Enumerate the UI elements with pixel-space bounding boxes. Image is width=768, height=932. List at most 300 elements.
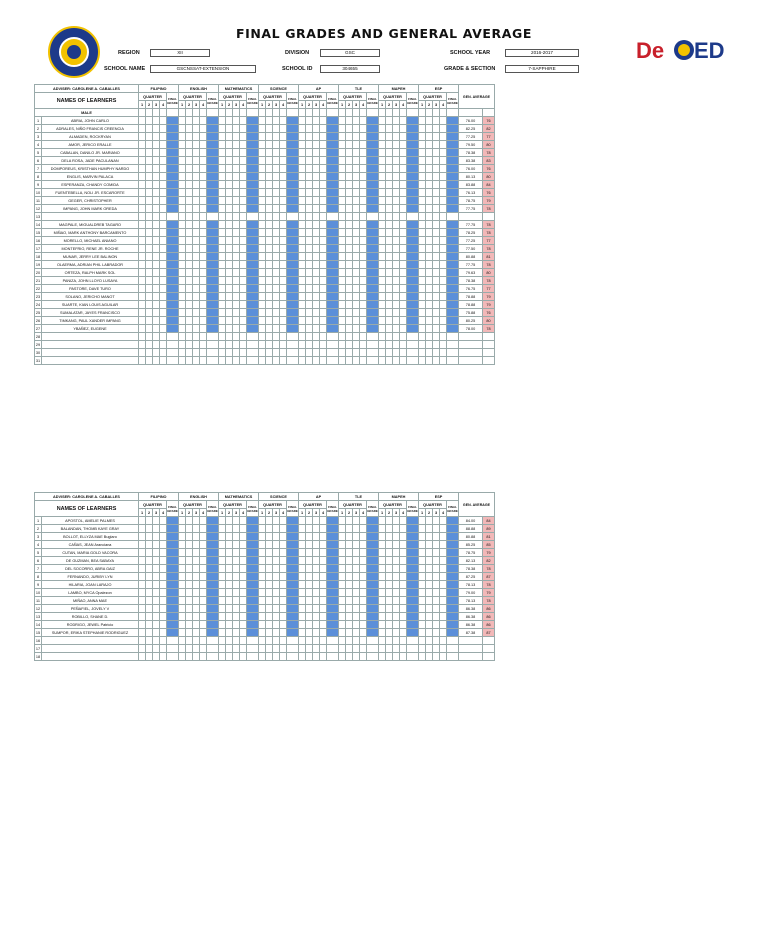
quarter-grade-cell — [200, 253, 207, 261]
quarter-grade-cell — [393, 357, 400, 365]
final-grade-cell — [207, 205, 219, 213]
quarter-grade-cell — [426, 149, 433, 157]
final-grade-cell — [407, 653, 419, 661]
final-grade-cell — [367, 277, 379, 285]
quarter-grade-cell — [139, 165, 146, 173]
quarter-grade-cell — [393, 205, 400, 213]
quarter-grade-cell — [299, 629, 306, 637]
learner-name: DELA ROSA, JADE PACULANAN — [42, 157, 139, 165]
final-grade-cell — [287, 237, 299, 245]
final-grade-cell — [287, 637, 299, 645]
final-grade-cell — [287, 173, 299, 181]
rounded-average-value: 86 — [483, 621, 495, 629]
quarter-grade-cell — [266, 205, 273, 213]
quarter-grade-cell — [266, 653, 273, 661]
quarter-grade-cell — [219, 213, 226, 221]
quarter-grade-cell — [400, 573, 407, 581]
quarter-grade-cell — [419, 621, 426, 629]
quarter-grade-cell — [219, 157, 226, 165]
general-average-value: 82.13 — [459, 557, 483, 565]
quarter-grade-cell — [339, 125, 346, 133]
quarter-number: 1 — [339, 509, 346, 517]
quarter-grade-cell — [153, 141, 160, 149]
quarter-grade-cell — [266, 165, 273, 173]
quarter-grade-cell — [299, 565, 306, 573]
final-grade-cell — [287, 341, 299, 349]
quarter-grade-cell — [433, 245, 440, 253]
quarter-grade-cell — [306, 197, 313, 205]
quarter-grade-cell — [360, 541, 367, 549]
quarter-grade-cell — [179, 197, 186, 205]
grades-table-female — [34, 492, 495, 661]
quarter-number: 3 — [193, 509, 200, 517]
quarter-grade-cell — [273, 317, 280, 325]
quarter-grade-cell — [226, 245, 233, 253]
quarter-grade-cell — [379, 613, 386, 621]
quarter-number: 1 — [219, 101, 226, 109]
final-grade-cell — [327, 277, 339, 285]
quarter-grade-cell — [186, 341, 193, 349]
quarter-grade-cell — [193, 245, 200, 253]
quarter-grade-cell — [426, 141, 433, 149]
quarter-grade-cell — [306, 173, 313, 181]
quarter-grade-cell — [200, 165, 207, 173]
empty-cell — [219, 109, 226, 117]
quarter-grade-cell — [226, 117, 233, 125]
quarter-grade-cell — [386, 357, 393, 365]
quarter-grade-cell — [320, 349, 327, 357]
quarter-grade-cell — [339, 229, 346, 237]
learner-name: MAGPALE, MIGUALDREB TAGARO — [42, 221, 139, 229]
quarter-grade-cell — [379, 261, 386, 269]
final-grade-cell — [287, 589, 299, 597]
quarter-grade-cell — [259, 261, 266, 269]
names-of-learners-header: NAMES OF LEARNERS — [35, 501, 139, 517]
quarter-grade-cell — [139, 621, 146, 629]
final-grade-cell — [247, 589, 259, 597]
rounded-average-value — [483, 213, 495, 221]
final-grade-cell — [247, 349, 259, 357]
quarter-grade-cell — [393, 261, 400, 269]
learner-name: IMPANG, JOHN MARK OREDA — [42, 205, 139, 213]
final-grade-cell — [247, 533, 259, 541]
quarter-grade-cell — [179, 621, 186, 629]
learner-name: ESPERANZA, CHANDY COMIDA — [42, 181, 139, 189]
rounded-average-value: 87 — [483, 573, 495, 581]
quarter-grade-cell — [179, 317, 186, 325]
final-grade-cell — [287, 277, 299, 285]
quarter-grade-cell — [179, 253, 186, 261]
quarter-grade-cell — [233, 357, 240, 365]
quarter-grade-cell — [200, 541, 207, 549]
quarter-grade-cell — [299, 293, 306, 301]
final-grade-cell — [287, 653, 299, 661]
quarter-header: QUARTER — [299, 93, 327, 101]
final-grade-cell — [407, 221, 419, 229]
quarter-grade-cell — [200, 525, 207, 533]
table-row — [35, 309, 495, 317]
quarter-grade-cell — [339, 269, 346, 277]
quarter-grade-cell — [379, 293, 386, 301]
final-grade-cell — [167, 565, 179, 573]
final-grade-cell — [167, 573, 179, 581]
quarter-grade-cell — [299, 349, 306, 357]
quarter-grade-cell — [360, 173, 367, 181]
quarter-grade-cell — [419, 197, 426, 205]
row-number: 27 — [35, 326, 41, 331]
final-grade-cell — [167, 653, 179, 661]
quarter-grade-cell — [299, 325, 306, 333]
quarter-grade-cell — [299, 125, 306, 133]
quarter-grade-cell — [353, 269, 360, 277]
quarter-grade-cell — [259, 653, 266, 661]
final-grade-cell — [327, 269, 339, 277]
general-average-value: 77.50 — [459, 245, 483, 253]
quarter-grade-cell — [193, 261, 200, 269]
quarter-grade-cell — [379, 269, 386, 277]
quarter-grade-cell — [306, 357, 313, 365]
row-number: 23 — [35, 294, 41, 299]
quarter-grade-cell — [233, 117, 240, 125]
general-average-value: 83.38 — [459, 157, 483, 165]
general-average-value: 78.88 — [459, 301, 483, 309]
quarter-grade-cell — [400, 589, 407, 597]
quarter-grade-cell — [226, 517, 233, 525]
table-row — [35, 533, 495, 541]
quarter-grade-cell — [139, 333, 146, 341]
quarter-grade-cell — [186, 149, 193, 157]
row-number: 19 — [35, 262, 41, 267]
quarter-grade-cell — [219, 309, 226, 317]
quarter-grade-cell — [153, 157, 160, 165]
quarter-grade-cell — [320, 205, 327, 213]
quarter-grade-cell — [299, 157, 306, 165]
quarter-grade-cell — [160, 317, 167, 325]
quarter-grade-cell — [233, 261, 240, 269]
quarter-grade-cell — [353, 197, 360, 205]
quarter-grade-cell — [193, 197, 200, 205]
quarter-number: 3 — [393, 509, 400, 517]
quarter-grade-cell — [360, 205, 367, 213]
quarter-grade-cell — [273, 117, 280, 125]
final-grade-cell — [447, 349, 459, 357]
learner-name — [42, 349, 139, 357]
final-grade-cell — [167, 149, 179, 157]
final-grade-header: FINAL GRADE — [247, 93, 259, 109]
quarter-grade-cell — [346, 261, 353, 269]
quarter-grade-cell — [280, 301, 287, 309]
final-grade-cell — [207, 525, 219, 533]
quarter-grade-cell — [306, 269, 313, 277]
final-grade-cell — [367, 165, 379, 173]
quarter-grade-cell — [266, 245, 273, 253]
quarter-grade-cell — [200, 589, 207, 597]
quarter-grade-cell — [306, 149, 313, 157]
quarter-grade-cell — [160, 189, 167, 197]
final-grade-cell — [287, 533, 299, 541]
quarter-grade-cell — [400, 237, 407, 245]
quarter-grade-cell — [200, 117, 207, 125]
quarter-grade-cell — [353, 333, 360, 341]
learner-name: MUNAR, JERRY LEE BALINON — [42, 253, 139, 261]
quarter-grade-cell — [186, 285, 193, 293]
quarter-grade-cell — [353, 589, 360, 597]
quarter-grade-cell — [266, 349, 273, 357]
final-grade-cell — [287, 613, 299, 621]
quarter-grade-cell — [313, 149, 320, 157]
quarter-grade-cell — [226, 645, 233, 653]
final-grade-header: FINAL GRADE — [407, 501, 419, 517]
quarter-grade-cell — [393, 653, 400, 661]
final-grade-cell — [367, 589, 379, 597]
quarter-grade-cell — [146, 653, 153, 661]
quarter-grade-cell — [400, 533, 407, 541]
quarter-grade-cell — [419, 245, 426, 253]
final-grade-cell — [207, 133, 219, 141]
quarter-grade-cell — [440, 541, 447, 549]
quarter-grade-cell — [280, 173, 287, 181]
final-grade-cell — [207, 341, 219, 349]
quarter-grade-cell — [139, 149, 146, 157]
quarter-grade-cell — [419, 549, 426, 557]
quarter-grade-cell — [193, 541, 200, 549]
quarter-grade-cell — [273, 605, 280, 613]
quarter-grade-cell — [379, 229, 386, 237]
quarter-grade-cell — [433, 293, 440, 301]
quarter-grade-cell — [419, 597, 426, 605]
rounded-average-value: 76 — [483, 117, 495, 125]
table-row — [35, 589, 495, 597]
quarter-grade-cell — [179, 589, 186, 597]
quarter-grade-cell — [379, 285, 386, 293]
quarter-grade-cell — [339, 317, 346, 325]
row-number: 26 — [35, 318, 41, 323]
quarter-grade-cell — [266, 229, 273, 237]
quarter-grade-cell — [193, 549, 200, 557]
quarter-grade-cell — [306, 221, 313, 229]
final-grade-cell — [167, 605, 179, 613]
quarter-grade-cell — [233, 549, 240, 557]
quarter-grade-cell — [280, 549, 287, 557]
final-grade-cell — [447, 333, 459, 341]
table-row — [35, 605, 495, 613]
final-grade-cell — [407, 165, 419, 173]
table-row — [35, 565, 495, 573]
quarter-grade-cell — [146, 517, 153, 525]
quarter-grade-cell — [240, 157, 247, 165]
quarter-grade-cell — [360, 557, 367, 565]
quarter-grade-cell — [386, 189, 393, 197]
quarter-number: 3 — [153, 101, 160, 109]
quarter-grade-cell — [419, 341, 426, 349]
quarter-grade-cell — [379, 181, 386, 189]
quarter-grade-cell — [360, 301, 367, 309]
quarter-grade-cell — [186, 357, 193, 365]
quarter-grade-cell — [240, 149, 247, 157]
quarter-header: QUARTER — [179, 93, 207, 101]
quarter-grade-cell — [200, 125, 207, 133]
final-grade-cell — [327, 205, 339, 213]
quarter-grade-cell — [160, 557, 167, 565]
quarter-grade-cell — [360, 333, 367, 341]
quarter-grade-cell — [139, 349, 146, 357]
quarter-grade-cell — [226, 629, 233, 637]
quarter-grade-cell — [339, 613, 346, 621]
quarter-grade-cell — [440, 653, 447, 661]
final-grade-cell — [327, 229, 339, 237]
quarter-grade-cell — [320, 341, 327, 349]
rounded-average-value: 79 — [483, 197, 495, 205]
quarter-grade-cell — [146, 341, 153, 349]
final-grade-cell — [327, 133, 339, 141]
quarter-grade-cell — [400, 621, 407, 629]
quarter-grade-cell — [139, 293, 146, 301]
final-grade-cell — [287, 125, 299, 133]
quarter-grade-cell — [360, 117, 367, 125]
table-row — [35, 341, 495, 349]
final-grade-cell — [407, 629, 419, 637]
final-grade-header: FINAL GRADE — [407, 93, 419, 109]
quarter-grade-cell — [233, 157, 240, 165]
quarter-number: 2 — [386, 509, 393, 517]
quarter-grade-cell — [426, 629, 433, 637]
final-grade-cell — [447, 221, 459, 229]
quarter-grade-cell — [273, 277, 280, 285]
quarter-grade-cell — [379, 637, 386, 645]
quarter-grade-cell — [400, 565, 407, 573]
final-grade-cell — [167, 141, 179, 149]
learner-name: DE GUZMAN, BEA SABAYA — [42, 557, 139, 565]
quarter-header: QUARTER — [179, 501, 207, 509]
quarter-number: 3 — [193, 101, 200, 109]
final-grade-cell — [247, 637, 259, 645]
row-number: 13 — [35, 214, 41, 219]
quarter-grade-cell — [139, 645, 146, 653]
final-grade-cell — [367, 621, 379, 629]
quarter-grade-cell — [433, 117, 440, 125]
quarter-number: 2 — [146, 509, 153, 517]
quarter-grade-cell — [313, 317, 320, 325]
final-grade-cell — [447, 165, 459, 173]
learner-name — [42, 333, 139, 341]
quarter-grade-cell — [200, 597, 207, 605]
quarter-grade-cell — [440, 613, 447, 621]
quarter-grade-cell — [393, 557, 400, 565]
quarter-grade-cell — [299, 285, 306, 293]
quarter-grade-cell — [233, 221, 240, 229]
quarter-grade-cell — [320, 285, 327, 293]
quarter-grade-cell — [320, 269, 327, 277]
quarter-grade-cell — [186, 517, 193, 525]
quarter-grade-cell — [240, 597, 247, 605]
final-grade-cell — [407, 541, 419, 549]
quarter-grade-cell — [139, 269, 146, 277]
quarter-grade-cell — [273, 237, 280, 245]
quarter-grade-cell — [346, 189, 353, 197]
quarter-grade-cell — [400, 645, 407, 653]
quarter-grade-cell — [426, 117, 433, 125]
quarter-grade-cell — [146, 317, 153, 325]
quarter-grade-cell — [306, 621, 313, 629]
quarter-grade-cell — [226, 181, 233, 189]
quarter-grade-cell — [306, 117, 313, 125]
final-grade-cell — [287, 293, 299, 301]
quarter-grade-cell — [426, 245, 433, 253]
quarter-grade-cell — [400, 149, 407, 157]
quarter-grade-cell — [346, 581, 353, 589]
final-grade-cell — [207, 533, 219, 541]
final-grade-cell — [407, 565, 419, 573]
quarter-grade-cell — [379, 221, 386, 229]
final-grade-cell — [167, 589, 179, 597]
quarter-grade-cell — [339, 237, 346, 245]
final-grade-cell — [167, 125, 179, 133]
quarter-grade-cell — [226, 613, 233, 621]
quarter-grade-cell — [346, 621, 353, 629]
general-average-value: 78.13 — [459, 597, 483, 605]
quarter-grade-cell — [139, 637, 146, 645]
quarter-grade-cell — [200, 133, 207, 141]
quarter-grade-cell — [433, 565, 440, 573]
final-grade-cell — [167, 549, 179, 557]
table-row — [35, 261, 495, 269]
rounded-average-value: 79 — [483, 301, 495, 309]
quarter-grade-cell — [146, 245, 153, 253]
quarter-grade-cell — [233, 197, 240, 205]
quarter-grade-cell — [306, 613, 313, 621]
quarter-grade-cell — [393, 301, 400, 309]
quarter-grade-cell — [360, 245, 367, 253]
quarter-grade-cell — [186, 269, 193, 277]
quarter-grade-cell — [259, 181, 266, 189]
final-grade-cell — [287, 245, 299, 253]
quarter-grade-cell — [240, 133, 247, 141]
rounded-average-value: 79 — [483, 549, 495, 557]
final-grade-cell — [167, 349, 179, 357]
quarter-grade-cell — [393, 277, 400, 285]
quarter-grade-cell — [419, 141, 426, 149]
quarter-grade-cell — [433, 333, 440, 341]
quarter-grade-cell — [379, 341, 386, 349]
quarter-number: 1 — [379, 509, 386, 517]
final-grade-cell — [327, 261, 339, 269]
final-grade-cell — [207, 589, 219, 597]
quarter-grade-cell — [153, 525, 160, 533]
quarter-grade-cell — [346, 245, 353, 253]
learner-name: PEÑAFIEL, JOVELY V — [42, 605, 139, 613]
quarter-grade-cell — [360, 613, 367, 621]
quarter-grade-cell — [200, 293, 207, 301]
quarter-grade-cell — [233, 645, 240, 653]
quarter-grade-cell — [146, 357, 153, 365]
learner-name: YBAÑEZ, EUGENE — [42, 325, 139, 333]
quarter-grade-cell — [379, 245, 386, 253]
quarter-grade-cell — [360, 517, 367, 525]
quarter-grade-cell — [379, 189, 386, 197]
quarter-grade-cell — [226, 149, 233, 157]
rounded-average-value: 86 — [483, 613, 495, 621]
quarter-grade-cell — [440, 325, 447, 333]
quarter-grade-cell — [306, 293, 313, 301]
section-row — [35, 109, 495, 117]
quarter-grade-cell — [320, 301, 327, 309]
quarter-grade-cell — [219, 637, 226, 645]
quarter-grade-cell — [186, 277, 193, 285]
rounded-average-value — [483, 341, 495, 349]
quarter-grade-cell — [146, 277, 153, 285]
quarter-grade-cell — [200, 141, 207, 149]
final-grade-cell — [247, 181, 259, 189]
